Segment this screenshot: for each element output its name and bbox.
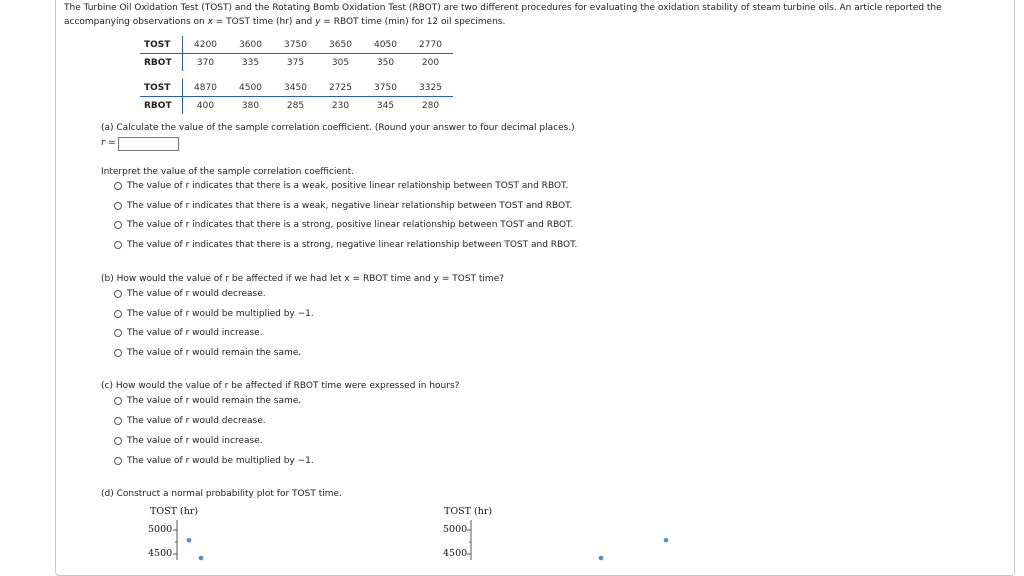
option-label: The value of r indicates that there is a strong, positive linear relationship between TOST and RBOT. bbox=[127, 220, 574, 230]
table-row bbox=[140, 79, 453, 97]
part-a-question: (a) Calculate the value of the sample correlation coefficient. (Round your answer to four decimal places.) bbox=[101, 123, 575, 133]
data-table-2 bbox=[140, 79, 453, 114]
plot-2-tick-4500: 4500 bbox=[443, 548, 468, 559]
option-label: The value of r would be multiplied by −1. bbox=[127, 309, 314, 319]
radio-option-c-1[interactable] bbox=[114, 394, 301, 408]
data-table-1 bbox=[140, 36, 453, 71]
radio-button[interactable] bbox=[114, 329, 122, 337]
table-cell: 305 bbox=[331, 57, 350, 68]
radio-option-b-2[interactable] bbox=[114, 307, 314, 321]
radio-option-a-1[interactable] bbox=[114, 179, 568, 193]
option-label: The value of r indicates that there is a weak, positive linear relationship between TOST and RBOT. bbox=[127, 181, 569, 191]
radio-button[interactable] bbox=[114, 202, 122, 210]
table-row bbox=[140, 97, 453, 115]
part-d-question: (d) Construct a normal probability plot for TOST time. bbox=[101, 489, 342, 499]
table-cell: 230 bbox=[331, 100, 350, 111]
radio-option-a-2[interactable] bbox=[114, 199, 572, 213]
problem-intro bbox=[64, 1, 994, 29]
r-label: r = bbox=[101, 138, 116, 148]
option-label: The value of r indicates that there is a weak, negative linear relationship between TOST and RBOT. bbox=[127, 201, 573, 211]
table-cell: 350 bbox=[376, 57, 395, 68]
table-row bbox=[140, 36, 453, 54]
table-row bbox=[140, 54, 453, 72]
radio-button[interactable] bbox=[114, 397, 122, 405]
option-label: The value of r would be multiplied by −1. bbox=[127, 456, 314, 466]
radio-option-a-4[interactable] bbox=[114, 238, 577, 252]
table-cell: 285 bbox=[286, 100, 305, 111]
plot-2-title: TOST (hr) bbox=[444, 506, 493, 517]
table-cell: 4870 bbox=[183, 79, 229, 97]
table-cell: 375 bbox=[286, 57, 305, 68]
option-label: The value of r would remain the same. bbox=[127, 396, 302, 406]
table-cell: 335 bbox=[241, 57, 260, 68]
plot-1-title: TOST (hr) bbox=[150, 506, 199, 517]
part-b-question: (b) How would the value of r be affected if we had let x = RBOT time and y = TOST time? bbox=[101, 274, 505, 284]
data-point bbox=[664, 538, 669, 543]
radio-option-c-3[interactable] bbox=[114, 434, 263, 448]
table-cell: 4050 bbox=[363, 36, 408, 54]
table-cell: 370 bbox=[196, 57, 215, 68]
option-label: The value of r would decrease. bbox=[127, 289, 266, 299]
radio-button[interactable] bbox=[114, 290, 122, 298]
normal-probability-plot-2 bbox=[469, 520, 689, 558]
table-cell: 3450 bbox=[273, 79, 318, 97]
table-cell: 3650 bbox=[318, 36, 363, 54]
table-cell: 3750 bbox=[273, 36, 318, 54]
intro-line-1: The Turbine Oil Oxidation Test (TOST) and the Rotating Bomb Oxidation Test (RBOT) are two different procedures for evaluating the oxidation stability of steam turbine oils. An article reported the bbox=[64, 3, 942, 13]
radio-option-c-2[interactable] bbox=[114, 414, 266, 428]
table-cell: 280 bbox=[421, 100, 440, 111]
data-point bbox=[599, 556, 604, 561]
table-cell: 200 bbox=[421, 57, 440, 68]
table-cell: 380 bbox=[241, 100, 260, 111]
plot-1-tick-5000: 5000 bbox=[148, 524, 173, 535]
normal-probability-plot-1 bbox=[175, 520, 255, 558]
data-point bbox=[187, 538, 192, 543]
radio-button[interactable] bbox=[114, 437, 122, 445]
plot-2-tick-5000: 5000 bbox=[443, 524, 468, 535]
radio-option-b-1[interactable] bbox=[114, 287, 266, 301]
radio-button[interactable] bbox=[114, 241, 122, 249]
option-label: The value of r would increase. bbox=[127, 436, 263, 446]
table-cell: 345 bbox=[376, 100, 395, 111]
data-point bbox=[199, 556, 204, 561]
row-label-tost: TOST bbox=[140, 36, 183, 54]
option-label: The value of r would increase. bbox=[127, 328, 263, 338]
interpret-label: Interpret the value of the sample correlation coefficient. bbox=[101, 167, 355, 177]
table-cell: 4500 bbox=[228, 79, 273, 97]
option-label: The value of r indicates that there is a strong, negative linear relationship between TOST and RBOT. bbox=[127, 240, 578, 250]
radio-button[interactable] bbox=[114, 417, 122, 425]
table-cell: 3750 bbox=[363, 79, 408, 97]
radio-button[interactable] bbox=[114, 310, 122, 318]
radio-button[interactable] bbox=[114, 349, 122, 357]
table-cell: 2725 bbox=[318, 79, 363, 97]
radio-option-b-4[interactable] bbox=[114, 346, 301, 360]
r-answer-input[interactable] bbox=[118, 137, 179, 151]
radio-option-c-4[interactable] bbox=[114, 454, 314, 468]
table-cell: 3325 bbox=[408, 79, 453, 97]
table-cell: 4200 bbox=[183, 36, 229, 54]
row-label-rbot: RBOT bbox=[140, 97, 183, 115]
plot-1-tick-4500: 4500 bbox=[148, 548, 173, 559]
radio-option-a-3[interactable] bbox=[114, 218, 573, 232]
part-c-question: (c) How would the value of r be affected if RBOT time were expressed in hours? bbox=[101, 381, 460, 391]
option-label: The value of r would remain the same. bbox=[127, 348, 302, 358]
radio-button[interactable] bbox=[114, 221, 122, 229]
row-label-tost: TOST bbox=[140, 79, 183, 97]
row-label-rbot: RBOT bbox=[140, 54, 183, 72]
table-cell: 3600 bbox=[228, 36, 273, 54]
radio-button[interactable] bbox=[114, 182, 122, 190]
option-label: The value of r would decrease. bbox=[127, 416, 266, 426]
radio-option-b-3[interactable] bbox=[114, 326, 263, 340]
table-cell: 2770 bbox=[408, 36, 453, 54]
table-cell: 400 bbox=[196, 100, 215, 111]
radio-button[interactable] bbox=[114, 457, 122, 465]
intro-line-2: accompanying observations on x = TOST time (hr) and y = RBOT time (min) for 12 oil specimens. bbox=[64, 17, 506, 27]
